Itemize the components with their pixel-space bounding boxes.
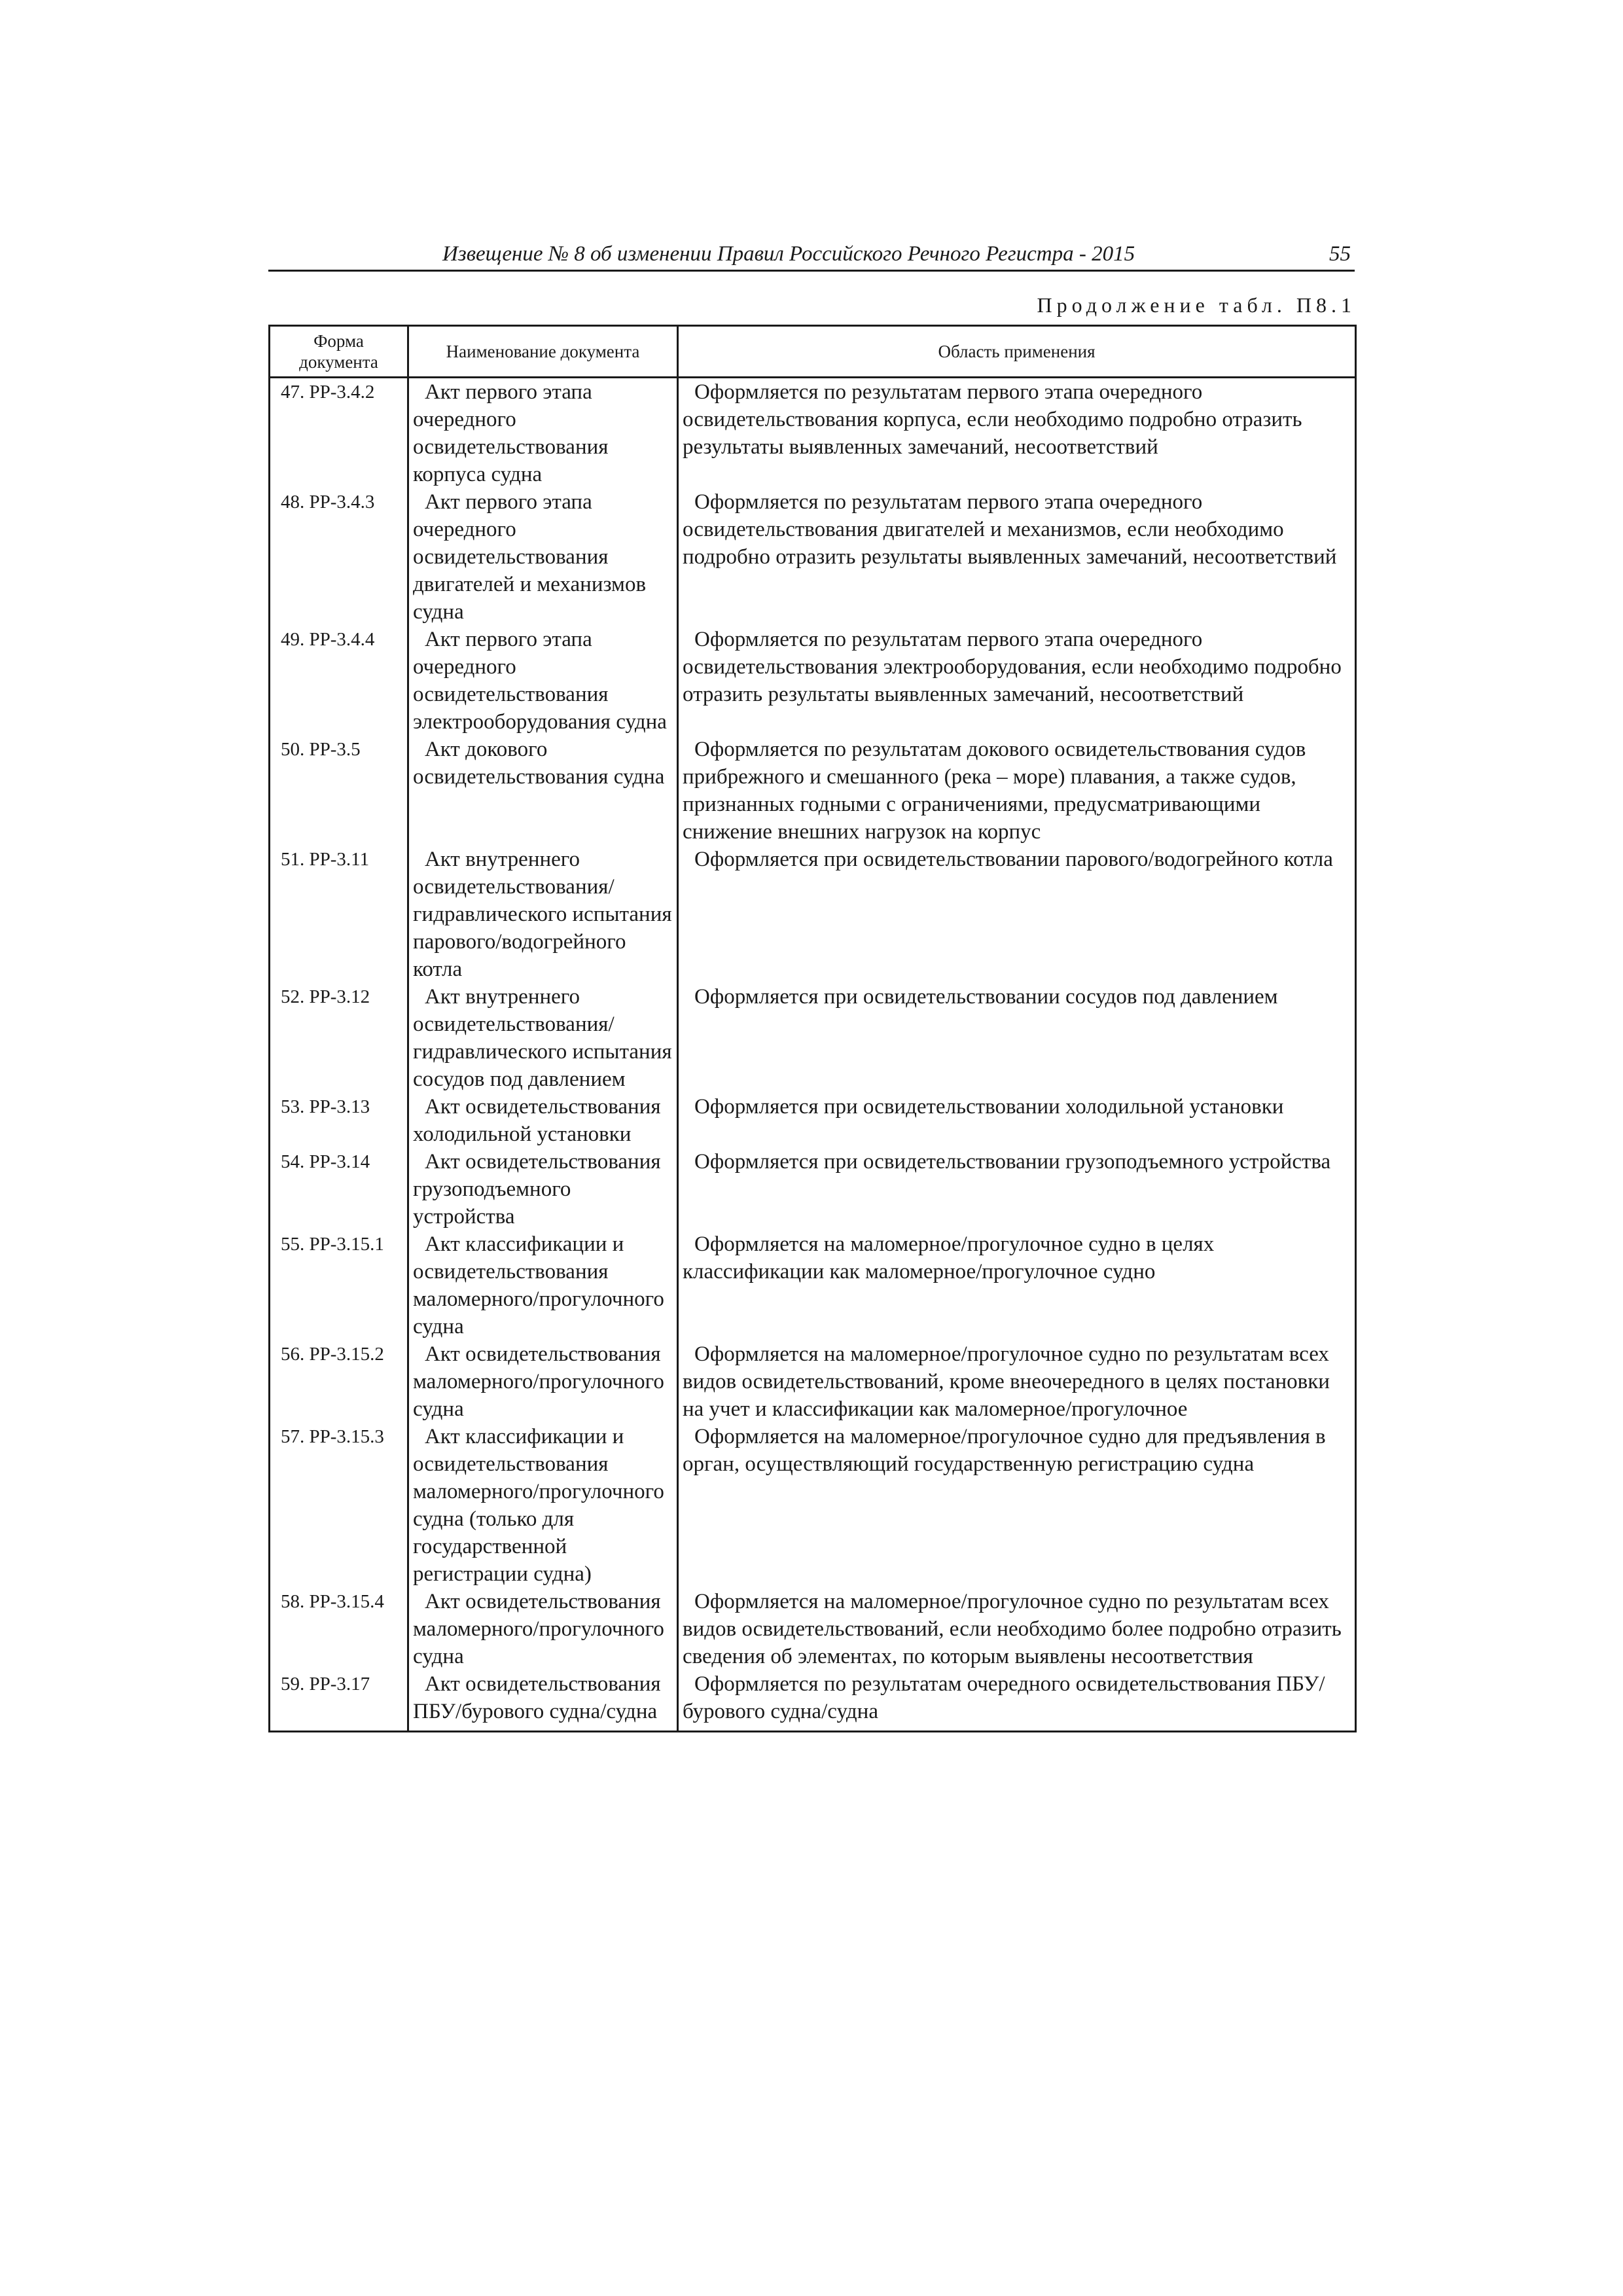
scope-cell [678,1148,1356,1230]
column-header-scope: Область применения [678,326,1356,378]
form-cell: 47. РР-3.4.2 [270,378,408,489]
scope-text: Оформляется на маломерное/прогулочное судно по результатам всех видов освидетельствований, если необходимо более подробно отразить сведения об элементах, по которым выявлены несоответствия [683,1590,1342,1668]
form-cell: 49. РР-3.4.4 [270,626,408,736]
scope-text: Оформляется по результатам первого этапа очередного освидетельствования двигателей и механизмов, если необходимо подробно отразить результаты выявленных замечаний, несоответствий [683,490,1337,569]
name-cell [408,626,678,736]
name-text: Акт первого этапа очередного освидетельствования двигателей и механизмов судна [413,490,647,624]
scope-cell [678,378,1356,489]
documents-table [268,325,1357,1732]
table-row [270,1423,1356,1588]
table-header-row [270,326,1356,378]
table-row [270,1340,1356,1423]
name-cell [408,1230,678,1340]
form-cell: 54. РР-3.14 [270,1148,408,1230]
scope-text: Оформляется по результатам первого этапа очередного освидетельствования электрооборудования, если необходимо подробно отразить результаты выявленных замечаний, несоответствий [683,628,1342,706]
table-row [270,1148,1356,1230]
name-cell [408,1093,678,1148]
scope-text: Оформляется по результатам первого этапа очередного освидетельствования корпуса, если необходимо подробно отразить результаты выявленных замечаний, несоответствий [683,380,1302,459]
table-row [270,1230,1356,1340]
form-cell: 58. РР-3.15.4 [270,1588,408,1670]
table-row [270,1670,1356,1732]
name-text: Акт классификации и освидетельствования маломерного/прогулочного судна (только для государственной регистрации судна) [413,1425,664,1586]
form-cell: 55. РР-3.15.1 [270,1230,408,1340]
form-cell: 48. РР-3.4.3 [270,488,408,626]
name-text: Акт освидетельствования ПБУ/бурового судна/судна [413,1672,661,1723]
name-cell [408,983,678,1093]
scope-cell [678,1340,1356,1423]
name-cell [408,488,678,626]
name-cell [408,1670,678,1732]
name-text: Акт освидетельствования грузоподъемного устройства [413,1150,661,1229]
name-cell [408,846,678,983]
scope-text: Оформляется при освидетельствовании холодильной установки [694,1095,1284,1119]
scope-cell [678,1230,1356,1340]
table-row [270,846,1356,983]
name-text: Акт освидетельствования маломерного/прогулочного судна [413,1590,664,1668]
table-row [270,378,1356,489]
name-cell [408,378,678,489]
table-row [270,1588,1356,1670]
name-text: Акт внутреннего освидетельствования/ гидравлического испытания сосудов под давлением [413,985,672,1091]
form-cell: 53. РР-3.13 [270,1093,408,1148]
name-cell [408,1423,678,1588]
scope-cell [678,736,1356,846]
scope-cell [678,1093,1356,1148]
scope-text: Оформляется на маломерное/прогулочное судно в целях классификации как маломерное/прогулочное судно [683,1232,1215,1283]
scope-cell [678,626,1356,736]
scope-cell [678,1670,1356,1732]
form-cell: 59. РР-3.17 [270,1670,408,1732]
name-text: Акт освидетельствования маломерного/прогулочного судна [413,1342,664,1421]
name-text: Акт первого этапа очередного освидетельствования электрооборудования судна [413,628,667,734]
scope-text: Оформляется по результатам докового освидетельствования судов прибрежного и смешанного (река – море) плавания, а также судов, признанных годными с ограничениями, предусматривающими снижение внешних нагрузок на корпус [683,738,1306,844]
column-header-form: Форма документа [270,326,408,378]
scope-text: Оформляется при освидетельствовании сосудов под давлением [694,985,1278,1009]
form-cell: 56. РР-3.15.2 [270,1340,408,1423]
name-text: Акт докового освидетельствования судна [413,738,665,789]
page-number: 55 [1329,242,1351,266]
running-title: Извещение № 8 об изменении Правил Российского Речного Регистра - 2015 [442,242,1135,266]
table-continuation-label: Продолжение табл. П8.1 [1037,293,1356,317]
name-text: Акт классификации и освидетельствования маломерного/прогулочного судна [413,1232,664,1338]
form-cell: 57. РР-3.15.3 [270,1423,408,1588]
scope-cell [678,488,1356,626]
scope-text: Оформляется при освидетельствовании грузоподъемного устройства [694,1150,1331,1174]
scope-cell [678,846,1356,983]
scope-cell [678,1588,1356,1670]
name-text: Акт внутреннего освидетельствования/ гидравлического испытания парового/водогрейного котла [413,848,672,981]
page-header [268,240,1355,272]
name-text: Акт первого этапа очередного освидетельствования корпуса судна [413,380,609,486]
column-header-name: Наименование документа [408,326,678,378]
name-cell [408,1148,678,1230]
scope-cell [678,1423,1356,1588]
name-cell [408,1588,678,1670]
form-cell: 52. РР-3.12 [270,983,408,1093]
scope-cell [678,983,1356,1093]
scope-text: Оформляется на маломерное/прогулочное судно для предъявления в орган, осуществляющий государственную регистрацию судна [683,1425,1326,1476]
name-cell [408,736,678,846]
table-row [270,626,1356,736]
form-cell: 50. РР-3.5 [270,736,408,846]
scope-text: Оформляется по результатам очередного освидетельствования ПБУ/бурового судна/судна [683,1672,1325,1723]
form-cell: 51. РР-3.11 [270,846,408,983]
scope-text: Оформляется на маломерное/прогулочное судно по результатам всех видов освидетельствований, кроме внеочередного в целях постановки на учет и классификации как маломерное/прогулочное [683,1342,1330,1421]
table-row [270,983,1356,1093]
name-text: Акт освидетельствования холодильной установки [413,1095,661,1146]
table-row [270,736,1356,846]
name-cell [408,1340,678,1423]
table-row [270,1093,1356,1148]
table-row [270,488,1356,626]
scope-text: Оформляется при освидетельствовании парового/водогрейного котла [694,848,1333,871]
